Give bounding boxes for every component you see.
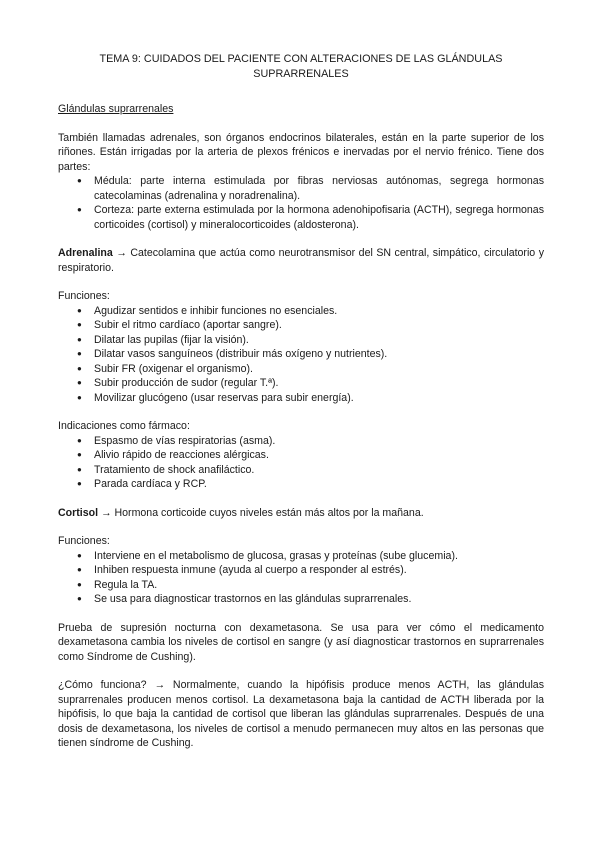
list-item: ● Subir FR (oxigenar el organismo). — [94, 362, 544, 377]
cortisol-funciones-label: Funciones: — [58, 535, 110, 547]
adrenalina-definition: → Catecolamina que actúa como neurotransmisor del SN central, simpático, circulatorio y respiratorio. — [58, 247, 544, 274]
list-item: ● Tratamiento de shock anafiláctico. — [94, 463, 544, 478]
section-heading: Glándulas suprarrenales — [58, 103, 174, 115]
cortisol-paragraph — [58, 506, 544, 521]
indicaciones-list — [58, 434, 544, 492]
cortisol-term: Cortisol — [58, 506, 99, 519]
list-item: ● Médula: parte interna estimulada por fibras nerviosas autónomas, segrega hormonas catecolaminas (adrenalina y noradrenalina). — [94, 174, 544, 203]
list-item: ● Se usa para diagnosticar trastornos en las glándulas suprarrenales. — [94, 592, 544, 607]
list-item: ● Dilatar las pupilas (fijar la visión). — [94, 333, 544, 348]
adrenalina-term: Adrenalina — [58, 247, 113, 259]
cortisol-funciones-list — [58, 549, 544, 607]
list-item: ● Agudizar sentidos e inhibir funciones no esenciales. — [94, 304, 544, 319]
intro-paragraph: También llamadas adrenales, son órganos endocrinos bilaterales, están en la parte superior de los riñones. Están irrigadas por la arteria de plexos frénicos e inervadas por el nervio frénico. Tiene dos partes: — [58, 131, 544, 173]
list-item: ● Inhiben respuesta inmune (ayuda al cuerpo a responder al estrés). — [94, 563, 544, 578]
list-item: ● Dilatar vasos sanguíneos (distribuir más oxígeno y nutrientes). — [94, 347, 544, 362]
como-funciona-paragraph: ¿Cómo funciona? → Normalmente, cuando la hipófisis produce menos ACTH, las glándulas suprarrenales producen menos cortisol. La dexametasona baja la cantidad de ACTH liberada por la hipófisis, lo que baja la cantidad de cortisol que liberan las glándulas suprarrenales. Después de una dosis de dexametasona, los niveles de cortisol a menudo permanecen muy altos en las personas que tienen síndrome de Cushing. — [58, 679, 544, 749]
list-item: ● Corteza: parte externa estimulada por la hormona adenohipofisaria (ACTH), segrega hormonas corticoides (cortisol) y mineralocorticoides (aldosterona). — [94, 203, 544, 232]
adrenalina-funciones-label: Funciones: — [58, 290, 110, 302]
list-item: ● Movilizar glucógeno (usar reservas para subir energía). — [94, 391, 544, 406]
title-line-1: TEMA 9: CUIDADOS DEL PACIENTE CON ALTERACIONES DE LAS GLÁNDULAS — [99, 53, 503, 65]
parts-list — [58, 174, 544, 232]
list-item: ● Regula la TA. — [94, 578, 544, 593]
list-item: ● Interviene en el metabolismo de glucosa, grasas y proteínas (sube glucemia). — [94, 549, 544, 564]
list-item: ● Parada cardíaca y RCP. — [94, 477, 544, 492]
page-title — [58, 52, 544, 82]
adrenalina-funciones-list — [58, 304, 544, 406]
cortisol-definition: → Hormona corticoide cuyos niveles están más altos por la mañana. — [98, 506, 424, 519]
list-item: ● Subir producción de sudor (regular T.ª). — [94, 376, 544, 391]
indicaciones-label: Indicaciones como fármaco: — [58, 420, 190, 432]
list-item: ● Alivio rápido de reacciones alérgicas. — [94, 448, 544, 463]
prueba-paragraph: Prueba de supresión nocturna con dexametasona. Se usa para ver cómo el medicamento dexametasona cambia los niveles de cortisol en sangre (y así diagnosticar trastornos en suprarrenales como Síndrome de Cushing). — [58, 621, 544, 663]
list-item: ● Espasmo de vías respiratorias (asma). — [94, 434, 544, 449]
title-line-2: SUPRARRENALES — [253, 68, 349, 80]
list-item: ● Subir el ritmo cardíaco (aportar sangre). — [94, 318, 544, 333]
document-page — [58, 52, 544, 765]
adrenalina-paragraph — [58, 246, 544, 275]
